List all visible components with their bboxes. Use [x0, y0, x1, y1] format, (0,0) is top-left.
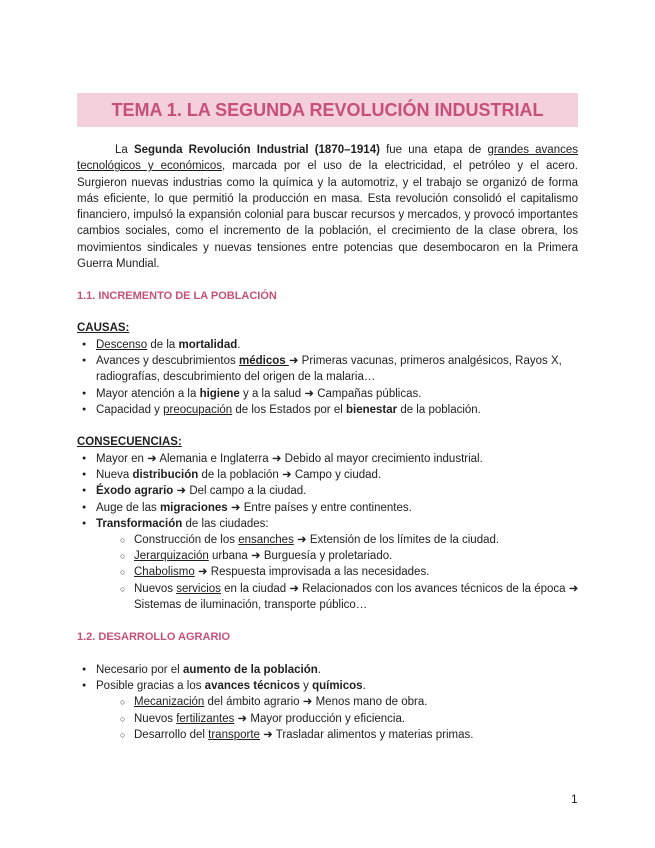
- section-heading-poblacion: 1.1. INCREMENTO DE LA POBLACIÓN: [77, 290, 277, 302]
- causas-list: [77, 337, 582, 418]
- sublist-item: ○ Nuevos fertilizantes ➜ Mayor producción y eficiencia.: [96, 711, 582, 727]
- list-item: ● Nueva distribución de la población ➜ Campo y ciudad.: [77, 467, 582, 483]
- page-title: TEMA 1. LA SEGUNDA REVOLUCIÓN INDUSTRIAL: [111, 100, 544, 120]
- sublist-item: ○ Construcción de los ensanches ➜ Extensión de los límites de la ciudad.: [96, 532, 582, 548]
- agrario-sublist: [96, 694, 582, 743]
- sublist-item: ○ Jerarquización urbana ➜ Burguesía y proletariado.: [96, 548, 582, 564]
- list-item: ● Mayor en ➜ Alemania e Inglaterra ➜ Debido al mayor crecimiento industrial.: [77, 451, 582, 467]
- list-item: ● Auge de las migraciones ➜ Entre países y entre continentes.: [77, 500, 582, 516]
- transformacion-sublist: [96, 532, 582, 613]
- causas-label: CAUSAS:: [77, 322, 130, 334]
- intro-text: , marcada por el uso de la electricidad, el petróleo y el acero. Surgieron nuevas industrias como la química y la automotriz, y el trabajo se organizó de forma más eficiente, lo que permitió la producción en masa. Esta revolución consolidó el capitalismo financiero, impulsó la expansión colonial para buscar recursos y mercados, y provocó importantes cambios sociales, como el incremento de la población, el crecimiento de la clase obrera, los movimientos sindicales y nuevas tensiones entre potencias que desembocaron en la Primera Guerra Mundial.: [77, 160, 579, 271]
- intro-bold: Segunda Revolución Industrial (1870–1914): [133, 144, 380, 156]
- consecuencias-label: CONSECUENCIAS:: [77, 436, 182, 448]
- sublist-item: ○ Chabolismo ➜ Respuesta improvisada a las necesidades.: [96, 564, 582, 580]
- sublist-item: ○ Nuevos servicios en la ciudad ➜ Relacionados con los avances técnicos de la época ➜ Sistemas de iluminación, transporte público…: [96, 581, 582, 613]
- list-item: ● Descenso de la mortalidad.: [77, 337, 582, 353]
- sublist-item: ○ Desarrollo del transporte ➜ Trasladar alimentos y materias primas.: [96, 727, 582, 743]
- list-item: ● Transformación de las ciudades: ○ Construcción de los ensanches ➜ Extensión de los límites de la ciudad. ○ Jerarquización urbana ➜ Burguesía y proletariado. ○ Chabolismo ➜ Respuesta improvisada a las necesidades. ○ Nuevos servicios en la ciudad ➜ Relacionados con los avances técnicos de la época ➜ Sistemas de iluminación, transporte público…: [77, 516, 582, 613]
- list-item: ● Posible gracias a los avances técnicos y químicos. ○ Mecanización del ámbito agrario ➜ Menos mano de obra. ○ Nuevos fertilizantes ➜ Mayor producción y eficiencia. ○ Desarrollo del transporte ➜ Trasladar alimentos y materias primas.: [77, 678, 582, 743]
- list-item: ● Capacidad y preocupación de los Estados por el bienestar de la población.: [77, 402, 582, 418]
- list-item: ● Avances y descubrimientos médicos ➜ Primeras vacunas, primeros analgésicos, Rayos X, radiografías, descubrimiento del origen de la malaria…: [77, 353, 582, 385]
- intro-text: fue una etapa de: [379, 144, 488, 156]
- list-item: ● Necesario por el aumento de la población.: [77, 662, 582, 678]
- intro-paragraph: [77, 142, 578, 272]
- section-heading-agrario: 1.2. DESARROLLO AGRARIO: [77, 631, 230, 643]
- consecuencias-list: [77, 451, 582, 613]
- agrario-list: [77, 662, 582, 743]
- list-item: ● Mayor atención a la higiene y a la salud ➜ Campañas públicas.: [77, 386, 582, 402]
- sublist-item: ○ Mecanización del ámbito agrario ➜ Menos mano de obra.: [96, 694, 582, 710]
- list-item: ● Éxodo agrario ➜ Del campo a la ciudad.: [77, 483, 582, 499]
- intro-text: La: [115, 144, 134, 156]
- page-number: 1: [571, 792, 578, 806]
- intro-underline: grandes avances tecnológicos y económicos: [77, 144, 578, 173]
